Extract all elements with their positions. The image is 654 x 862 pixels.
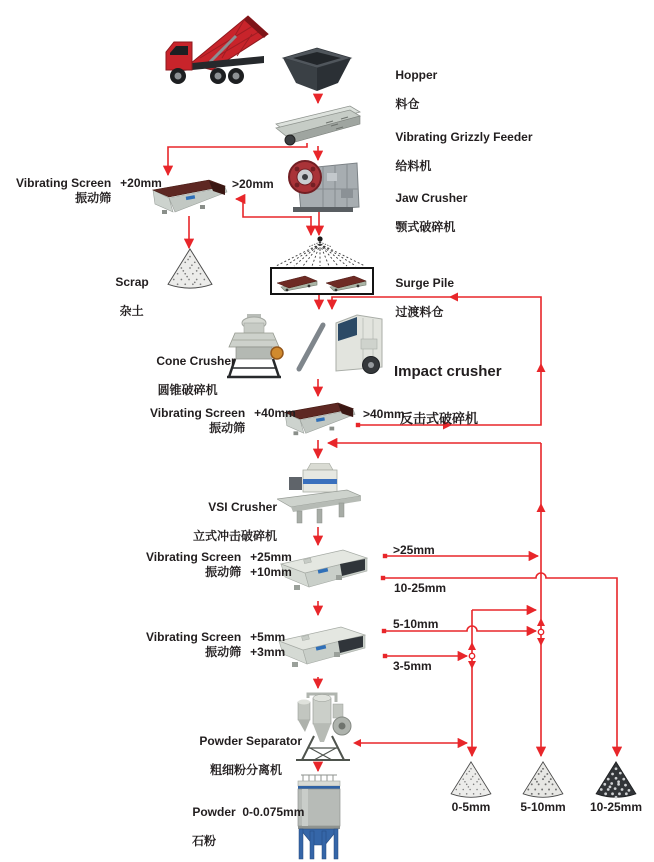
powder-separator-icon bbox=[288, 690, 358, 762]
impact-crusher-label-zh: 反击式破碎机 bbox=[399, 410, 478, 426]
screen4-label-zh: 振动筛 bbox=[205, 644, 242, 659]
dump-truck-icon bbox=[152, 6, 274, 90]
screen1-label-zh: 振动筛 bbox=[75, 190, 112, 205]
powder-silo-label-zh: 石粉 bbox=[192, 833, 217, 848]
stream-label-over25: >25mm bbox=[393, 543, 435, 557]
jaw-crusher-label bbox=[382, 176, 467, 249]
powder-silo-label-en: Powder 0-0.075mm bbox=[192, 804, 305, 819]
slash-divider-icon bbox=[295, 321, 327, 373]
surge-pile-box bbox=[270, 267, 374, 295]
stream-label-10-25: 10-25mm bbox=[394, 581, 447, 595]
product-pile-5-10-icon bbox=[517, 761, 569, 799]
vsi-crusher-icon bbox=[277, 463, 361, 525]
screen2-label-size: +40mm bbox=[254, 406, 296, 420]
screen2-label bbox=[150, 406, 296, 435]
screen1-label bbox=[16, 176, 162, 205]
screen3-label-zh: 振动筛 bbox=[205, 564, 242, 579]
impact-crusher-label bbox=[394, 334, 502, 456]
product-pile-0-5-icon bbox=[445, 761, 497, 799]
screen3-label-size-bottom: +10mm bbox=[250, 564, 292, 579]
mini-feeder-icon bbox=[325, 274, 367, 292]
scrap-label-en: Scrap bbox=[115, 274, 149, 289]
screen1-label-en: Vibrating Screen bbox=[16, 176, 112, 190]
vsi-crusher-label bbox=[177, 485, 277, 558]
screen4-label bbox=[146, 630, 285, 659]
cone-crusher-label-en: Cone Crusher bbox=[156, 353, 236, 368]
screen3-label-size-top: +25mm bbox=[250, 550, 292, 564]
vibrating-screen-4-icon bbox=[278, 626, 366, 676]
cone-crusher-label bbox=[143, 339, 236, 412]
stream-label-3-5: 3-5mm bbox=[393, 659, 432, 673]
screen2-label-en: Vibrating Screen bbox=[150, 406, 246, 420]
surge-pile-label bbox=[382, 261, 454, 334]
grizzly-feeder-icon bbox=[274, 104, 362, 148]
vsi-crusher-label-zh: 立式冲击破碎机 bbox=[192, 528, 277, 543]
feeder-label-en: Vibrating Grizzly Feeder bbox=[395, 129, 533, 144]
junction-nodes bbox=[469, 629, 543, 658]
vibrating-screen-3-icon bbox=[280, 549, 368, 599]
jaw-crusher-icon bbox=[283, 159, 361, 213]
mini-feeder-icon bbox=[276, 274, 318, 292]
surge-pile-label-en: Surge Pile bbox=[395, 275, 455, 290]
powder-separator-label-en: Powder Separator bbox=[199, 733, 303, 748]
screen1-label-size: +20mm bbox=[120, 176, 162, 190]
screen4-label-en: Vibrating Screen bbox=[146, 630, 242, 644]
screen4-label-size-bottom: +3mm bbox=[250, 644, 286, 659]
surge-pile-label-zh: 过渡料仓 bbox=[395, 304, 444, 319]
pile-label-5-10: 5-10mm bbox=[520, 800, 566, 814]
hopper-label-en: Hopper bbox=[395, 67, 438, 82]
cone-crusher-icon bbox=[223, 314, 285, 380]
screen3-label bbox=[146, 550, 292, 579]
scrap-label bbox=[102, 260, 148, 333]
scrap-label-zh: 杂土 bbox=[119, 303, 144, 318]
powder-separator-label bbox=[186, 719, 303, 792]
screen3-label-en: Vibrating Screen bbox=[146, 550, 242, 564]
screen2-label-zh: 振动筛 bbox=[209, 420, 246, 435]
stream-label-over40: >40mm bbox=[363, 407, 405, 421]
powder-silo-label bbox=[179, 790, 304, 862]
stream-label-5-10: 5-10mm bbox=[393, 617, 439, 631]
pile-label-0-5: 0-5mm bbox=[451, 800, 491, 814]
vsi-crusher-label-en: VSI Crusher bbox=[208, 499, 277, 514]
hopper-icon bbox=[280, 45, 354, 93]
scrap-pile-icon bbox=[164, 248, 216, 290]
jaw-crusher-label-zh: 颚式破碎机 bbox=[395, 219, 456, 234]
cone-crusher-label-zh: 圆锥破碎机 bbox=[157, 382, 218, 397]
stream-label-over20: >20mm bbox=[232, 177, 274, 191]
pile-label-10-25: 10-25mm bbox=[589, 800, 643, 814]
jaw-crusher-label-en: Jaw Crusher bbox=[395, 190, 468, 205]
screen4-label-size-top: +5mm bbox=[250, 630, 286, 644]
powder-separator-label-zh: 粗细粉分离机 bbox=[209, 762, 282, 777]
surge-spray-fan bbox=[276, 236, 365, 266]
feeder-label-zh: 给料机 bbox=[395, 158, 432, 173]
impact-crusher-icon bbox=[333, 313, 385, 379]
impact-crusher-label-en: Impact crusher bbox=[394, 363, 502, 381]
hopper-label-zh: 料仓 bbox=[395, 96, 420, 111]
vibrating-screen-1-icon bbox=[152, 179, 228, 217]
product-pile-10-25-icon bbox=[590, 761, 642, 799]
